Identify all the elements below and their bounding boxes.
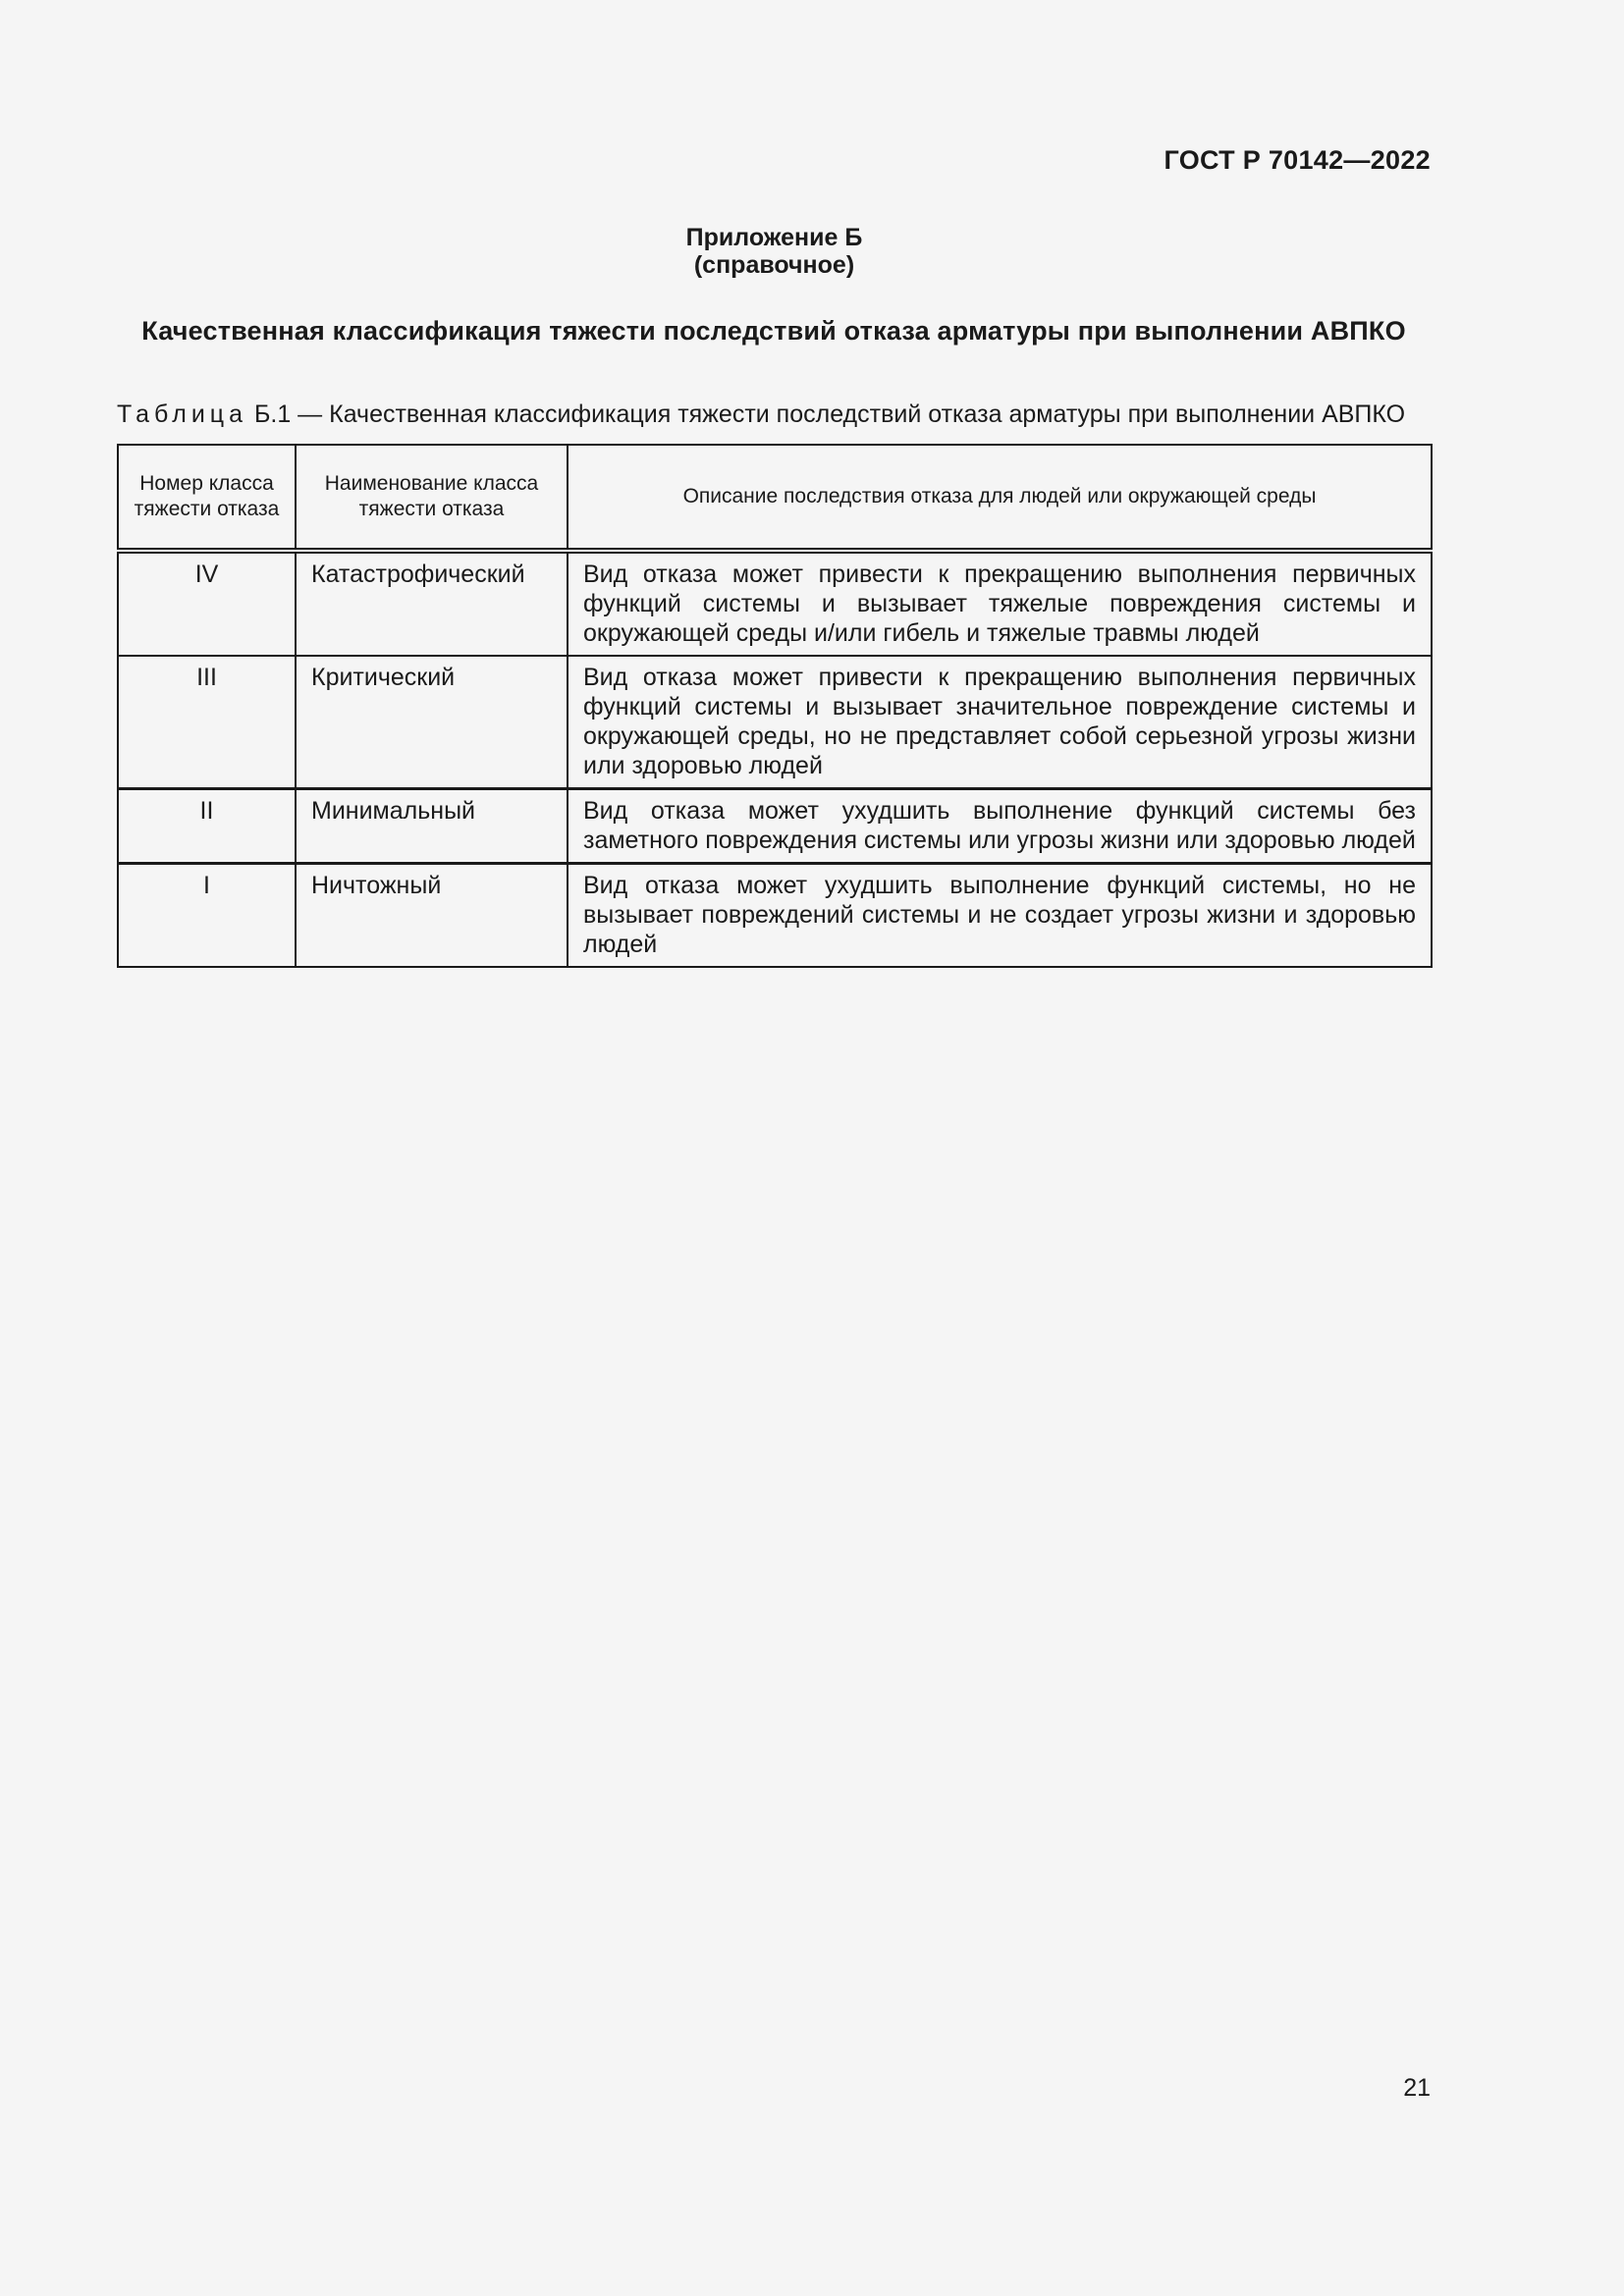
- table-row: [118, 656, 1432, 789]
- section-title: Качественная классификация тяжести последствий отказа арматуры при выполнении АВПКО: [141, 316, 1406, 346]
- class-number-cell: II: [118, 789, 296, 864]
- class-name-cell: Минимальный: [296, 789, 568, 864]
- class-name-cell: Катастрофический: [296, 551, 568, 656]
- table-caption-label: Таблица: [117, 400, 248, 428]
- class-description-cell: Вид отказа может ухудшить выполнение функций системы, но не вызывает повреждений системы и не создает угрозы жизни и здоровью людей: [568, 864, 1432, 968]
- column-header-description: Описание последствия отказа для людей или окружающей среды: [568, 445, 1432, 551]
- class-number-cell: IV: [118, 551, 296, 656]
- table-row: [118, 789, 1432, 864]
- class-description-cell: Вид отказа может привести к прекращению выполнения первичных функций системы и вызывает значительное повреждение системы и окружающей среды, но не представляет собой серьезной угрозы жизни или здоровью людей: [568, 656, 1432, 789]
- appendix-title: Приложение Б: [685, 224, 863, 251]
- class-number-cell: I: [118, 864, 296, 968]
- class-name-cell: Критический: [296, 656, 568, 789]
- class-number-cell: III: [118, 656, 296, 789]
- table-caption-text: Б.1 — Качественная классификация тяжести последствий отказа арматуры при выполнении АВПКО: [253, 400, 1406, 428]
- table-caption: [117, 400, 1405, 429]
- appendix-subtitle: (справочное): [693, 251, 855, 279]
- class-description-cell: Вид отказа может ухудшить выполнение функций системы без заметного повреждения системы или угрозы жизни или здоровью людей: [568, 789, 1432, 864]
- column-header-number: Номер класса тяжести отказа: [118, 445, 296, 551]
- table-row: [118, 864, 1432, 968]
- column-header-name: Наименование класса тяжести отказа: [296, 445, 568, 551]
- appendix-heading: [0, 224, 1548, 279]
- class-description-cell: Вид отказа может привести к прекращению выполнения первичных функций системы и вызывает тяжелые повреждения системы и окружающей среды и/или гибель и тяжелые травмы людей: [568, 551, 1432, 656]
- severity-classification-table: [117, 444, 1433, 968]
- table-row: [118, 551, 1432, 656]
- table-header-row: [118, 445, 1432, 551]
- document-code: ГОСТ Р 70142—2022: [1164, 145, 1431, 175]
- class-name-cell: Ничтожный: [296, 864, 568, 968]
- page-number: 21: [1403, 2074, 1431, 2102]
